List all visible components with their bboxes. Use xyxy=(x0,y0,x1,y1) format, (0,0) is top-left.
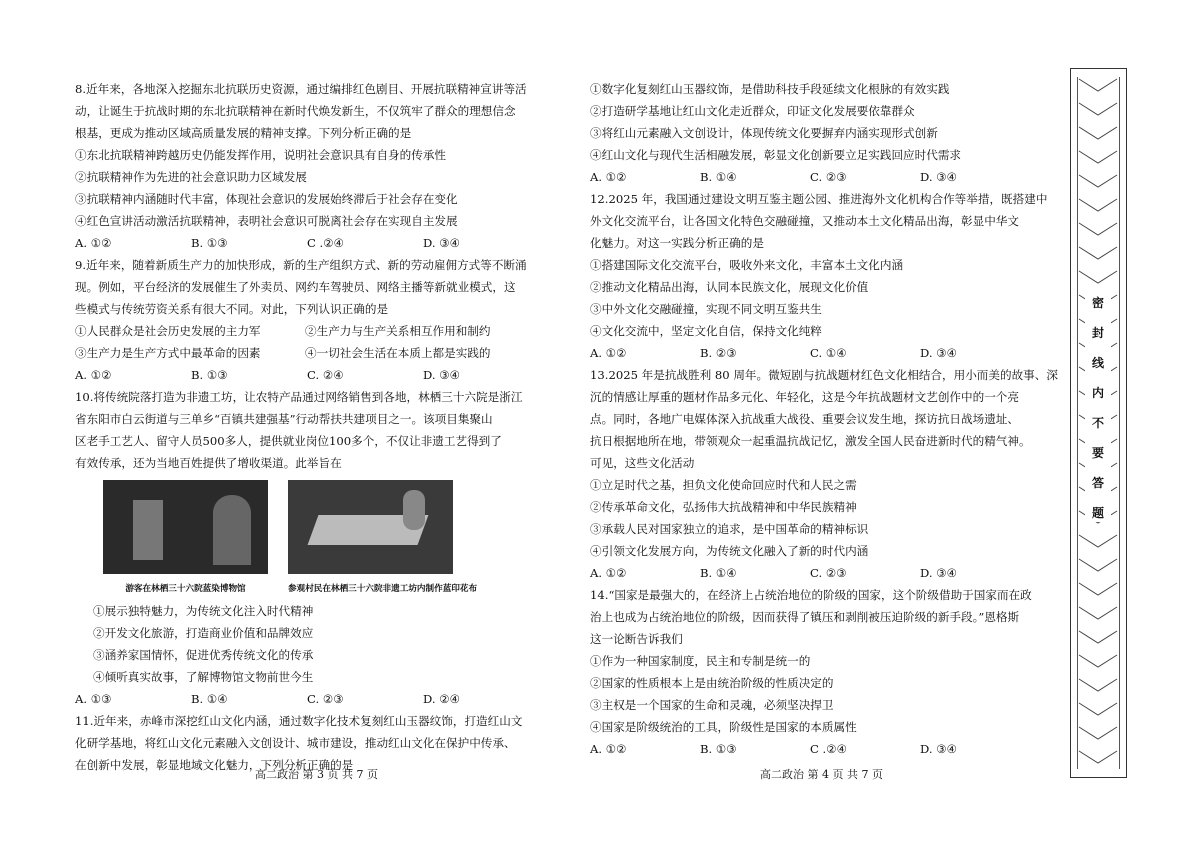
seal-char: 不 xyxy=(1091,416,1104,430)
option-c: C .②④ xyxy=(307,236,345,250)
statement-item: ④引领文化发展方向，为传统文化融入了新的时代内涵 xyxy=(590,544,869,558)
option-b: B. ②③ xyxy=(700,346,737,360)
question-9 xyxy=(75,254,545,386)
question-12 xyxy=(590,188,1070,364)
stem-line: 9.近年来，随着新质生产力的加快形成，新的生产组织方式、新的劳动雇佣方式等不断涌 xyxy=(75,258,527,272)
option-d: D. ③④ xyxy=(423,236,461,250)
answer-options xyxy=(590,738,1070,760)
photo-caption: 游客在林栖三十六院蓝染博物馆 xyxy=(125,584,246,594)
statement-item: ③生产力是生产方式中最革命的因素 xyxy=(75,346,261,360)
option-b: B. ①③ xyxy=(191,368,228,382)
seal-char: 答 xyxy=(1091,476,1104,490)
statement-item: ①人民群众是社会历史发展的主力军 xyxy=(75,324,261,338)
photo-museum xyxy=(103,480,268,600)
statement-item: ②推动文化精品出海，认同本民族文化，展现文化价值 xyxy=(590,280,869,294)
stem-line: 化魅力。对这一实践分析正确的是 xyxy=(590,236,764,250)
question-11-continued xyxy=(590,78,1070,188)
option-d: D. ③④ xyxy=(920,346,958,360)
option-d: D. ③④ xyxy=(920,742,958,756)
stem-line: 这一论断告诉我们 xyxy=(590,632,683,646)
photo-workshop xyxy=(288,480,477,600)
page-footer-4: 高二政治 第 4 页 共 7 页 xyxy=(760,768,883,781)
stem-line: 省东阳市白云街道与三单乡“百镇共建强基”行动帮扶共建项目之一。该项目集聚山 xyxy=(75,412,493,426)
answer-options xyxy=(590,562,1070,584)
page-footer-3: 高二政治 第 3 页 共 7 页 xyxy=(255,768,378,781)
stem-line: 沉的情感让厚重的题材作品多元化、年轻化，这是今年抗战题材文艺创作中的一个亮 xyxy=(590,390,1019,404)
statement-pair xyxy=(75,320,545,342)
answer-options xyxy=(590,342,1070,364)
question-8-stem xyxy=(75,78,545,144)
statement-item: ④红色宣讲活动激活抗联精神，表明社会意识可脱离社会存在实现自主发展 xyxy=(75,214,458,228)
stem-line: 外文化交流平台，让各国文化特色交融碰撞，又推动本土文化精品出海，彰显中华文 xyxy=(590,214,1019,228)
stem-line: 点。同时，各地广电媒体深入抗战重大战役、重要会议发生地，探访抗日战场遗址、 xyxy=(590,412,1019,426)
statement-item: ①立足时代之基，担负文化使命回应时代和人民之需 xyxy=(590,478,857,492)
stem-line: 化研学基地，将红山文化元素融入文创设计、城市建设，推动红山文化在保护中传承、 xyxy=(75,736,516,750)
statement-item: ③承载人民对国家独立的追求，是中国革命的精神标识 xyxy=(590,522,869,536)
answer-options xyxy=(75,688,545,710)
question-13 xyxy=(590,364,1070,584)
statement-item: ③中外文化交融碰撞，实现不同文明互鉴共生 xyxy=(590,302,822,316)
option-a: A. ①② xyxy=(75,368,112,382)
stem-line: 些模式与传统劳资关系有很大不同。对此，下列认识正确的是 xyxy=(75,302,389,316)
statement-item: ④国家是阶级统治的工具，阶级性是国家的本质属性 xyxy=(590,720,857,734)
option-a: A. ①③ xyxy=(75,692,112,706)
statement-item: ①作为一种国家制度，民主和专制是统一的 xyxy=(590,654,811,668)
option-b: B. ①④ xyxy=(700,566,737,580)
statement-item: ③将红山元素融入文创设计，体现传统文化要摒弃内涵实现形式创新 xyxy=(590,126,938,140)
option-d: D. ③④ xyxy=(920,566,958,580)
statement-item: ③涵养家国情怀，促进优秀传统文化的传承 xyxy=(93,648,314,662)
answer-options xyxy=(590,166,1070,188)
stem-line: 10.将传统院落打造为非遗工坊，让农特产品通过网络销售到各地，林栖三十六院是浙江 xyxy=(75,390,523,404)
seal-char: 题 xyxy=(1091,506,1104,520)
option-a: A. ①② xyxy=(75,236,112,250)
statement-item: ①展示独特魅力，为传统文化注入时代精神 xyxy=(93,604,314,618)
question-8 xyxy=(75,78,545,254)
stem-line: 动，让诞生于抗战时期的东北抗联精神在新时代焕发新生，不仅筑牢了群众的理想信念 xyxy=(75,104,516,118)
stem-line: 在创新中发展，彰显地域文化魅力，下列分析正确的是 xyxy=(75,758,354,772)
stem-line: 12.2025 年，我国通过建设文明互鉴主题公园、推进海外文化机构合作等举措，既搭建中 xyxy=(590,192,1048,206)
statement-item: ④一切社会生活在本质上都是实践的 xyxy=(305,346,491,360)
option-c: C. ②③ xyxy=(307,692,344,706)
left-column xyxy=(75,78,545,776)
stem-line: 根基，更成为推动区域高质量发展的精神支撑。下列分析正确的是 xyxy=(75,126,412,140)
binding-margin xyxy=(1070,68,1127,778)
option-b: B. ①③ xyxy=(191,236,228,250)
stem-line: 14.“国家是最强大的，在经济上占统治地位的阶级的国家，这个阶级借助于国家而在政 xyxy=(590,588,1032,602)
seal-notice xyxy=(1085,294,1111,522)
option-c: C. ②③ xyxy=(810,566,847,580)
option-a: A. ①② xyxy=(590,170,627,184)
statement-item: ①东北抗联精神跨越历史仍能发挥作用，说明社会意识具有自身的传承性 xyxy=(75,148,447,162)
seal-char: 封 xyxy=(1091,326,1104,340)
stem-line: 11.近年来，赤峰市深挖红山文化内涵，通过数字化技术复刻红山玉器纹饰，打造红山文 xyxy=(75,714,523,728)
option-c: C. ②③ xyxy=(810,170,847,184)
photo-row xyxy=(103,480,545,600)
statement-item: ②传承革命文化，弘扬伟大抗战精神和中华民族精神 xyxy=(590,500,857,514)
stem-line: 区老手工艺人、留守人员500多人，提供就业岗位100多个，不仅让非遗工艺得到了 xyxy=(75,434,502,448)
option-b: B. ①③ xyxy=(700,742,737,756)
stem-line: 现。例如，平台经济的发展催生了外卖员、网约车驾驶员、网络主播等新就业模式，这 xyxy=(75,280,516,294)
option-a: A. ①② xyxy=(590,566,627,580)
stem-line: 可见，这些文化活动 xyxy=(590,456,695,470)
option-d: D. ②④ xyxy=(423,692,461,706)
statement-item: ④倾听真实故事，了解博物馆文物前世今生 xyxy=(93,670,314,684)
option-c: C. ②④ xyxy=(307,368,344,382)
seal-char: 线 xyxy=(1091,356,1104,370)
option-a: A. ①② xyxy=(590,346,627,360)
option-d: D. ③④ xyxy=(920,170,958,184)
stem-line: 抗日根据地所在地，带领观众一起重温抗战记忆，激发全国人民奋进新时代的精气神。 xyxy=(590,434,1031,448)
option-b: B. ①④ xyxy=(191,692,228,706)
option-a: A. ①② xyxy=(590,742,627,756)
stem-line: 有效传承，还为当地百姓提供了增收渠道。此举旨在 xyxy=(75,456,342,470)
stem-line: 13.2025 年是抗战胜利 80 周年。微短剧与抗战题材红色文化相结合，用小而美的故事、深 xyxy=(590,368,1058,382)
statement-item: ④文化交流中，坚定文化自信，保持文化纯粹 xyxy=(590,324,822,338)
statement-item: ②开发文化旅游，打造商业价值和品牌效应 xyxy=(93,626,314,640)
statement-item: ②生产力与生产关系相互作用和制约 xyxy=(305,324,491,338)
option-d: D. ③④ xyxy=(423,368,461,382)
museum-photo-image xyxy=(103,480,268,574)
statement-item: ③主权是一个国家的生命和灵魂，必须坚决捍卫 xyxy=(590,698,834,712)
statement-pair xyxy=(75,342,545,364)
statement-item: ②打造研学基地让红山文化走近群众，印证文化发展要依靠群众 xyxy=(590,104,915,118)
statement-item: ④红山文化与现代生活相融发展，彰显文化创新要立足实践回应时代需求 xyxy=(590,148,962,162)
statement-item: ③抗联精神内涵随时代丰富，体现社会意识的发展始终滞后于社会存在变化 xyxy=(75,192,458,206)
photo-caption: 参观村民在林栖三十六院非遗工坊内制作蓝印花布 xyxy=(288,584,478,594)
statement-item: ②国家的性质根本上是由统治阶级的性质决定的 xyxy=(590,676,834,690)
option-c: C .②④ xyxy=(810,742,848,756)
stem-line: 8.近年来，各地深入挖掘东北抗联历史资源，通过编排红色剧目、开展抗联精神宣讲等活 xyxy=(75,82,527,96)
statement-item: ①搭建国际文化交流平台，吸收外来文化，丰富本土文化内涵 xyxy=(590,258,904,272)
workshop-photo-image xyxy=(288,480,453,574)
seal-char: 内 xyxy=(1091,386,1104,400)
seal-char: 要 xyxy=(1091,446,1104,460)
question-14 xyxy=(590,584,1070,760)
stem-line: 治上也成为占统治地位的阶级，因而获得了镇压和剥削被压迫阶级的新手段。”恩格斯 xyxy=(590,610,1020,624)
answer-options xyxy=(75,232,545,254)
option-c: C. ①④ xyxy=(810,346,847,360)
statement-item: ①数字化复刻红山玉器纹饰，是借助科技手段延续文化根脉的有效实践 xyxy=(590,82,950,96)
seal-char: 密 xyxy=(1091,296,1104,310)
answer-options xyxy=(75,364,545,386)
option-b: B. ①④ xyxy=(700,170,737,184)
question-10 xyxy=(75,386,545,710)
right-column xyxy=(590,78,1070,760)
statement-item: ②抗联精神作为先进的社会意识助力区域发展 xyxy=(75,170,307,184)
